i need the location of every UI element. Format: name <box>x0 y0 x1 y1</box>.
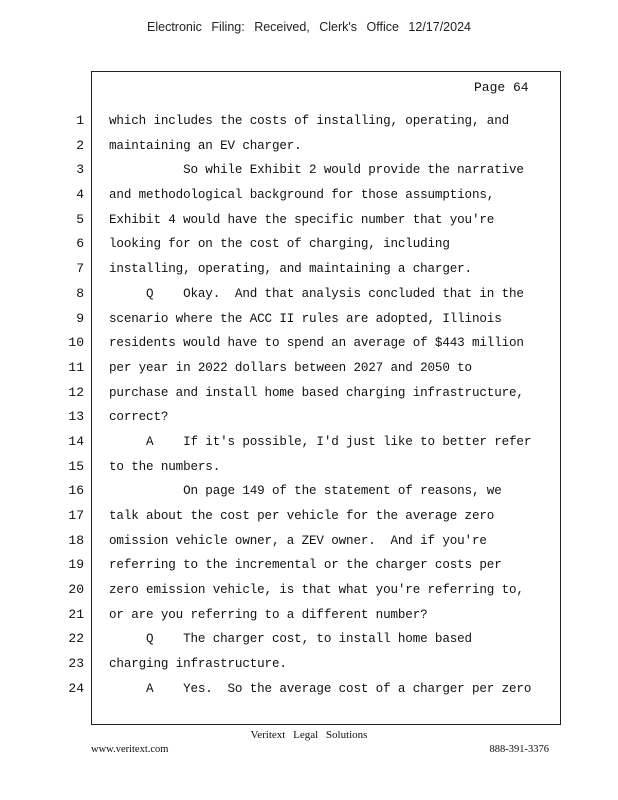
transcript-line: maintaining an EV charger. <box>109 138 302 153</box>
transcript-line: per year in 2022 dollars between 2027 and 2050 to <box>109 360 472 375</box>
line-number: 6 <box>76 236 84 252</box>
footer-phone: 888-391-3376 <box>489 744 549 755</box>
transcript-text <box>109 109 554 702</box>
transcript-line: purchase and install home based charging infrastructure, <box>109 385 524 400</box>
line-number: 13 <box>68 409 84 425</box>
transcript-line: installing, operating, and maintaining a charger. <box>109 262 472 277</box>
line-number: 1 <box>76 113 84 128</box>
line-number: 17 <box>68 508 84 523</box>
transcript-line: A If it's possible, I'd just like to better refer <box>109 434 532 449</box>
transcript-line: referring to the incremental or the charger costs per <box>109 558 502 573</box>
line-number: 18 <box>68 532 84 548</box>
transcript-line: charging infrastructure. <box>109 657 287 672</box>
line-number: 10 <box>68 335 84 351</box>
line-number: 11 <box>68 359 84 375</box>
line-number: 15 <box>68 458 84 474</box>
transcript-line: scenario where the ACC II rules are adopted, Illinois <box>109 311 502 326</box>
transcript-line: talk about the cost per vehicle for the average zero <box>109 509 495 523</box>
line-number: 7 <box>76 261 84 277</box>
footer-company: Veritext Legal Solutions <box>250 729 368 741</box>
transcript-line: and methodological background for those assumptions, <box>109 188 495 203</box>
line-number: 3 <box>76 162 84 178</box>
transcript-line: omission vehicle owner, a ZEV owner. And if you're <box>109 533 487 548</box>
transcript-line: On page 149 of the statement of reasons, we <box>109 484 502 499</box>
line-number: 21 <box>68 606 84 622</box>
line-number: 24 <box>68 680 84 696</box>
footer-website: www.veritext.com <box>91 744 169 755</box>
line-number: 23 <box>68 656 84 672</box>
line-number: 22 <box>68 631 84 647</box>
line-number: 5 <box>76 211 84 227</box>
line-number: 12 <box>68 384 84 400</box>
transcript-line: Q The charger cost, to install home based <box>109 632 472 647</box>
transcript-line: which includes the costs of installing, operating, and <box>109 114 510 128</box>
filing-header: Electronic Filing: Received, Clerk's Office 12/17/2024 <box>147 20 471 34</box>
transcript-line: So while Exhibit 2 would provide the narrative <box>109 163 524 178</box>
transcript-line: A Yes. So the average cost of a charger per zero <box>109 681 532 696</box>
transcript-line: or are you referring to a different number? <box>109 607 428 622</box>
transcript-line: zero emission vehicle, is that what you're referring to, <box>109 583 524 598</box>
line-number: 19 <box>68 557 84 573</box>
page-number: Page 64 <box>474 80 529 95</box>
transcript-line: to the numbers. <box>109 459 221 474</box>
line-number: 16 <box>68 483 84 499</box>
line-number: 4 <box>76 187 84 203</box>
line-number-column <box>60 109 84 702</box>
transcript-line: Q Okay. And that analysis concluded that in the <box>109 286 524 301</box>
line-number: 8 <box>76 285 84 301</box>
line-number: 9 <box>76 310 84 326</box>
transcript-line: looking for on the cost of charging, including <box>109 237 450 252</box>
line-number: 2 <box>76 137 84 153</box>
line-number: 20 <box>68 582 84 598</box>
line-number: 14 <box>68 433 84 449</box>
transcript-line: Exhibit 4 would have the specific number that you're <box>109 212 495 227</box>
transcript-line: correct? <box>109 410 169 425</box>
transcript-line: residents would have to spend an average of $443 million <box>109 336 524 351</box>
